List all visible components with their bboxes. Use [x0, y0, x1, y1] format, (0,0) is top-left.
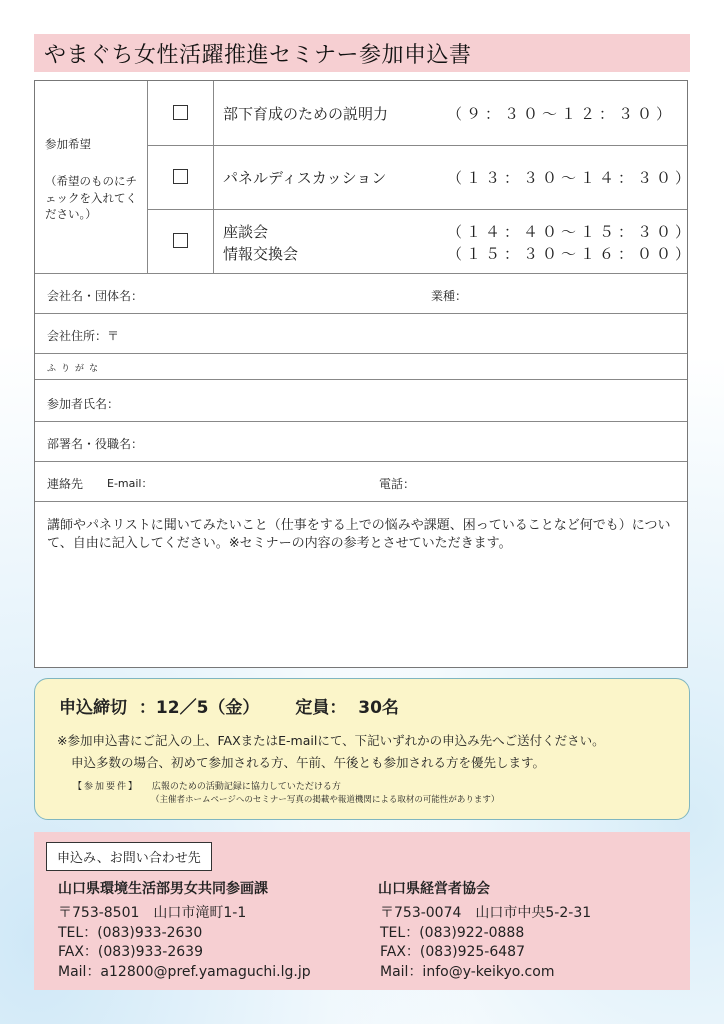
option-1-time: （９：３０～１２：３０） [447, 105, 676, 123]
capacity-label: 定員： [295, 698, 347, 718]
option-1-label: 部下育成のための説明力 [223, 105, 389, 123]
name-field-label: 参加者氏名： [47, 397, 120, 411]
phone-field-label: 電話： [379, 477, 416, 491]
condition-text: 広報のための活動記録に協力していただける方 [151, 782, 341, 792]
capacity-value: 30名 [358, 698, 399, 718]
option-2-label: パネルディスカッション [223, 169, 387, 187]
org-1-fax: FAX：(083)933-2639 [58, 944, 203, 961]
row-divider [35, 501, 687, 502]
contact-heading: 申込み、お問い合わせ先 [46, 842, 212, 871]
checkbox-option-1[interactable] [173, 105, 188, 120]
company-field-label: 会社名・団体名： [47, 289, 144, 303]
option-3-time: （１４：４０～１５：３０） [447, 223, 695, 241]
option-3-label: 座談会 [223, 223, 269, 241]
deadline-note-1: ※参加申込書にご記入の上、FAXまたはE-mailにて、下記いずれかの申込み先へご送付ください。 [57, 733, 605, 748]
checkbox-option-2[interactable] [173, 169, 188, 184]
condition-sub: （主催者ホームページへのセミナー写真の掲載や報道機関による取材の可能性があります） [151, 795, 500, 805]
deadline-date: ：12／5（金） [138, 698, 260, 718]
title-bar [34, 34, 690, 72]
contact-section [34, 832, 690, 990]
email-field-label: E-mail： [107, 477, 153, 490]
org-1-name: 山口県環境生活部男女共同参画課 [58, 881, 268, 897]
row-divider [147, 145, 687, 146]
org-1-mail[interactable]: Mail：a12800@pref.yamaguchi.lg.jp [58, 963, 311, 980]
department-field-label: 部署名・役職名： [47, 437, 144, 451]
industry-field-label: 業種： [431, 289, 468, 303]
org-1-tel: TEL：(083)933-2630 [58, 924, 203, 941]
furigana-label: ふりがな [47, 364, 104, 374]
deadline-line [59, 693, 405, 718]
participation-note: （希望のものにチェックを入れてください。） [45, 174, 137, 222]
condition-label: 【参加要件】 [73, 782, 140, 792]
contact-field-label: 連絡先 [47, 477, 84, 491]
page-title: やまぐち女性活躍推進セミナー参加申込書 [44, 42, 472, 68]
row-divider [147, 209, 687, 210]
row-divider [35, 379, 687, 380]
option-2-time: （１３：３０～１４：３０） [447, 169, 695, 187]
row-divider [35, 273, 687, 274]
org-2-tel: TEL：(083)922-0888 [380, 924, 525, 941]
row-divider [35, 421, 687, 422]
org-1-details [58, 904, 311, 982]
participation-label: 参加希望 [45, 137, 91, 151]
deadline-note-2: 申込多数の場合、初めて参加される方、午前、午後とも参加される方を優先します。 [71, 755, 546, 770]
row-divider [35, 461, 687, 462]
option-3b-time: （１５：３０～１６：００） [447, 245, 695, 263]
org-2-fax: FAX：(083)925-6487 [380, 944, 525, 961]
row-divider [35, 313, 687, 314]
deadline-box [34, 678, 690, 820]
col-divider [147, 81, 148, 273]
org-2-postal: 〒753-0074 山口市中央5-2-31 [380, 905, 592, 921]
freetext-prompt: 講師やパネリストに聞いてみたいこと（仕事をする上での悩みや課題、困っていることなど何でも）について、自由に記入してください。※セミナーの内容の参考とさせていただきます。 [47, 518, 671, 551]
org-2-name: 山口県経営者協会 [378, 881, 490, 897]
org-1-postal: 〒753-8501 山口市滝町1-1 [58, 905, 247, 921]
application-form [34, 80, 695, 668]
org-2-mail[interactable]: Mail：info@y-keikyo.com [380, 963, 555, 980]
option-3b-label: 情報交換会 [223, 245, 299, 263]
row-divider [35, 353, 687, 354]
address-field-label: 会社住所：〒 [47, 329, 120, 343]
checkbox-option-3[interactable] [173, 233, 188, 248]
col-divider [213, 81, 214, 273]
org-2-details [380, 904, 591, 982]
deadline-label: 申込締切 [59, 698, 127, 718]
condition-line [73, 779, 341, 792]
